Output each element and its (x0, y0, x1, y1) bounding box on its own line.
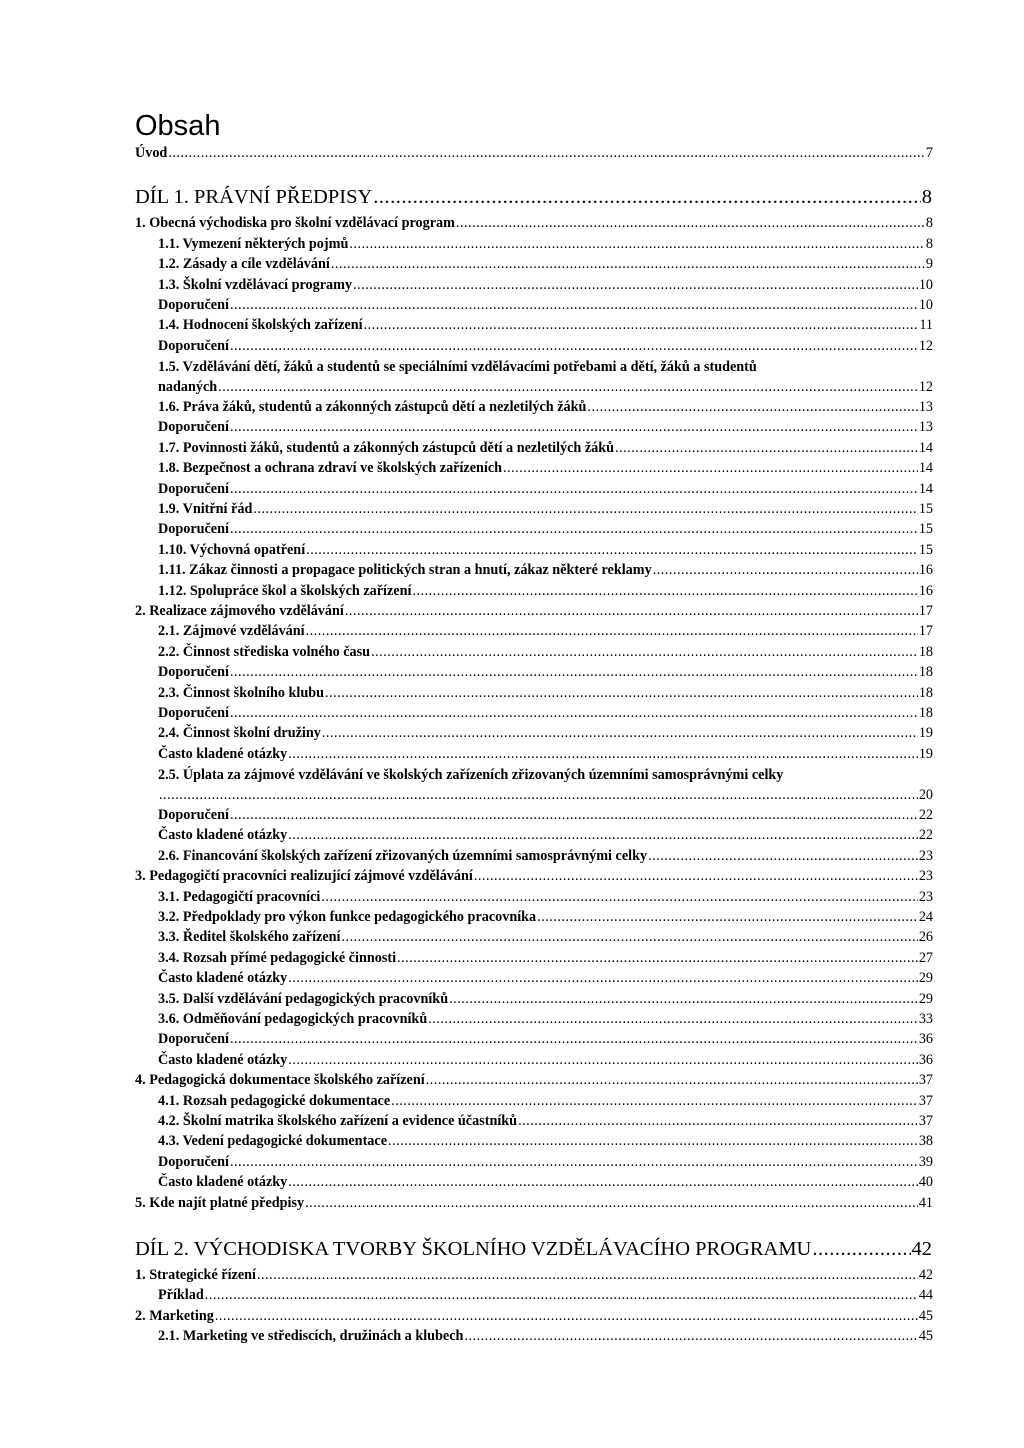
toc-entry[interactable] (0, 437, 1024, 457)
dot-leader (168, 144, 925, 162)
toc-entry-label: Často kladené otázky (158, 970, 288, 987)
toc-entry-label: 5. Kde najít platné předpisy (135, 1194, 305, 1211)
dot-leader (230, 1153, 918, 1171)
toc-entry[interactable] (0, 457, 1024, 477)
toc-entry-label: 1.6. Práva žáků, studentů a zákonných zástupců dětí a nezletilých žáků (158, 399, 587, 415)
toc-entry[interactable] (0, 1090, 1024, 1110)
dot-leader (230, 418, 918, 436)
dot-leader (812, 1236, 910, 1262)
toc-entry-label: 4.2. Školní matrika školského zařízení a evidence účastníků (158, 1113, 518, 1129)
dot-leader (230, 296, 918, 314)
toc-entry[interactable] (0, 1110, 1024, 1130)
toc-page-number: 23 (918, 868, 933, 885)
dot-leader (503, 459, 918, 477)
toc-page-number: 13 (918, 399, 933, 415)
toc-page-number: 15 (918, 521, 933, 538)
toc-entry[interactable] (0, 600, 1024, 620)
dot-leader (331, 255, 925, 273)
toc-page-number: 7 (925, 145, 933, 161)
toc-entry-label: Doporučení (158, 337, 229, 354)
toc-page-number: 8 (921, 186, 932, 209)
dot-leader (288, 969, 918, 987)
toc-entry[interactable] (0, 518, 1024, 538)
dot-leader (587, 398, 917, 416)
dot-leader (321, 888, 917, 906)
toc-entry-label: Doporučení (158, 1153, 229, 1170)
toc-entry[interactable] (0, 926, 1024, 946)
dot-leader (322, 724, 918, 742)
toc-entry-label: 3.3. Ředitel školského zařízení (158, 929, 341, 946)
dot-leader (373, 184, 920, 210)
dot-leader (518, 1112, 918, 1130)
toc-entry[interactable] (0, 1008, 1024, 1028)
toc-page-number: 20 (918, 787, 933, 804)
dot-leader (474, 867, 918, 885)
toc-page-number: 45 (918, 1328, 933, 1345)
toc-entry-label: 3.5. Další vzdělávání pedagogických pracovníků (158, 990, 449, 1007)
dot-leader (305, 1194, 918, 1212)
toc-entry-label: 2.3. Činnost školního klubu (158, 684, 324, 701)
toc-entry-label: Často kladené otázky (158, 1051, 288, 1068)
toc-entry[interactable] (0, 498, 1024, 518)
toc-entry-label: 1.4. Hodnocení školských zařízení (158, 317, 363, 334)
toc-page-number: 26 (918, 929, 933, 946)
dot-leader (537, 908, 918, 926)
dot-leader (325, 684, 918, 702)
toc-page-number: 39 (918, 1153, 933, 1170)
toc-entry[interactable] (0, 142, 1024, 162)
toc-entry[interactable] (0, 804, 1024, 824)
dot-leader (205, 1286, 918, 1304)
dot-leader (257, 1266, 918, 1284)
toc-page-number: 8 (925, 215, 933, 232)
toc-page-number: 36 (918, 1051, 933, 1068)
toc-page-number: 36 (918, 1031, 933, 1048)
toc-entry-label: 1.1. Vymezení některých pojmů (158, 235, 349, 252)
toc-entry[interactable] (0, 967, 1024, 987)
toc-entry[interactable] (0, 988, 1024, 1008)
dot-leader (230, 520, 918, 538)
toc-entry[interactable] (0, 1069, 1024, 1089)
toc-entry-label: 1.8. Bezpečnost a ochrana zdraví ve školských zařízeních (158, 460, 503, 477)
toc-page-number: 19 (918, 725, 933, 742)
toc-entry-label: 1.2. Zásady a cíle vzdělávání (158, 256, 330, 273)
dot-leader (426, 1071, 918, 1089)
toc-entry-label: 1.11. Zákaz činnosti a propagace politických stran a hnutí, zákaz některé reklamy (158, 562, 652, 579)
toc-entry[interactable] (0, 641, 1024, 661)
toc-entry-label: 4. Pedagogická dokumentace školského zařízení (135, 1072, 425, 1089)
toc-entry[interactable] (0, 824, 1024, 844)
toc-page-number: 23 (918, 847, 933, 864)
toc-entry[interactable] (158, 765, 933, 805)
toc-entry-label: 3.2. Předpoklady pro výkon funkce pedagogického pracovníka (158, 909, 537, 925)
toc-entry-label: 2.6. Financování školských zařízení zřizovaných územními samosprávnými celky (158, 847, 648, 864)
toc-entry[interactable] (0, 886, 1024, 906)
toc-page-number: 22 (918, 827, 933, 844)
toc-page-number: 33 (918, 1011, 933, 1027)
dot-leader (230, 663, 918, 681)
toc-entry[interactable] (0, 294, 1024, 314)
toc-entry-label: 1. Obecná východiska pro školní vzdělávací program (135, 215, 455, 232)
toc-entry[interactable] (0, 478, 1024, 498)
toc-entry[interactable] (0, 722, 1024, 742)
toc-entry[interactable] (0, 539, 1024, 559)
dot-leader (412, 582, 917, 600)
toc-entry[interactable] (0, 1049, 1024, 1069)
toc-part-heading[interactable] (0, 1234, 1024, 1262)
dot-leader (349, 235, 925, 253)
toc-entry[interactable] (158, 357, 933, 397)
dot-leader (456, 214, 925, 232)
toc-entry[interactable] (0, 396, 1024, 416)
toc-entry-label: 2. Marketing (135, 1307, 214, 1324)
toc-entry-label: 2.5. Úplata za zájmové vzdělávání ve školských zařízeních zřizovaných územními samosprávnými celky (158, 767, 784, 784)
toc-page-number: 38 (918, 1133, 933, 1150)
toc-entry-label: Úvod (135, 145, 168, 161)
dot-leader (230, 480, 918, 498)
toc-entry-label: Doporučení (158, 807, 229, 823)
toc-entry[interactable] (0, 274, 1024, 294)
toc-entry-label: 1.7. Povinnosti žáků, studentů a zákonných zástupců dětí a nezletilých žáků (158, 439, 615, 456)
toc-entry[interactable] (0, 559, 1024, 579)
toc-page-number: 17 (918, 603, 933, 619)
page-title: Obsah (135, 110, 221, 142)
toc-entry[interactable] (0, 1171, 1024, 1191)
toc-page-number: 18 (918, 684, 933, 701)
dot-leader (449, 990, 918, 1008)
dot-leader (230, 337, 918, 355)
toc-entry[interactable] (0, 906, 1024, 926)
toc-page-number: 41 (918, 1194, 933, 1211)
toc-entry-label: Doporučení (158, 419, 229, 436)
toc-entry[interactable] (0, 1325, 1024, 1345)
toc-entry[interactable] (0, 1284, 1024, 1304)
toc-entry[interactable] (0, 1130, 1024, 1150)
toc-entry-label: 2.1. Marketing ve střediscích, družinách a klubech (158, 1328, 464, 1345)
toc-entry-label: Často kladené otázky (158, 745, 288, 762)
toc-page-number: 29 (918, 990, 933, 1007)
toc-page-number: 15 (918, 501, 933, 517)
toc-entry[interactable] (0, 661, 1024, 681)
toc-entry[interactable] (0, 416, 1024, 436)
dot-leader (230, 704, 918, 722)
toc-entry-label: DÍL 2. VÝCHODISKA TVORBY ŠKOLNÍHO VZDĚLÁVACÍHO PROGRAMU (135, 1238, 812, 1260)
toc-entry-label: 2.1. Zájmové vzdělávání (158, 623, 305, 640)
toc-entry-label: 3.1. Pedagogičtí pracovníci (158, 888, 321, 905)
dot-leader (253, 500, 917, 518)
toc-page-number: 9 (925, 256, 933, 273)
dot-leader (364, 316, 919, 334)
toc-entry[interactable] (0, 1151, 1024, 1171)
dot-leader (391, 1092, 918, 1110)
dot-leader (464, 1327, 917, 1345)
toc-page-number: 37 (918, 1092, 933, 1109)
toc-page-number: 12 (918, 379, 933, 396)
dot-leader (653, 561, 918, 579)
toc-page-number: 18 (918, 643, 933, 660)
toc-page-number: 29 (918, 970, 933, 987)
toc-page-number: 12 (918, 337, 933, 354)
toc-entry-label: 2. Realizace zájmového vzdělávání (135, 603, 344, 619)
dot-leader (341, 928, 917, 946)
toc-entry-label: 3. Pedagogičtí pracovníci realizující zájmové vzdělávání (135, 868, 473, 885)
toc-page-number: 16 (918, 582, 933, 599)
toc-page-number: 14 (918, 439, 933, 456)
toc-entry[interactable] (0, 1192, 1024, 1212)
toc-page-number: 27 (918, 949, 933, 966)
toc-page-number: 44 (918, 1287, 933, 1304)
toc-entry-label: 1.10. Výchovná opatření (158, 541, 306, 558)
toc-page-number: 22 (918, 807, 933, 823)
dot-leader (353, 276, 918, 294)
toc-entry-label: 4.1. Rozsah pedagogické dokumentace (158, 1092, 391, 1109)
toc-entry[interactable] (0, 743, 1024, 763)
toc-entry[interactable] (0, 947, 1024, 967)
toc-entry[interactable] (0, 865, 1024, 885)
toc-page-number: 14 (918, 480, 933, 497)
toc-entry-label: 1.3. Školní vzdělávací programy (158, 276, 353, 293)
toc-page-number: 10 (918, 297, 933, 313)
toc-entry-label: 4.3. Vedení pedagogické dokumentace (158, 1133, 387, 1150)
toc-page-number: 10 (918, 276, 933, 293)
toc-entry-label: Doporučení (158, 480, 229, 497)
toc-entry-label: 3.6. Odměňování pedagogických pracovníků (158, 1011, 428, 1027)
toc-page-number: 14 (918, 460, 933, 477)
toc-page-number: 8 (925, 235, 933, 252)
toc-entry[interactable] (0, 845, 1024, 865)
toc-page-number: 18 (918, 705, 933, 721)
toc-entry-label: Doporučení (158, 297, 229, 313)
toc-entry[interactable] (0, 1264, 1024, 1284)
dot-leader (615, 439, 918, 457)
toc-page-number: 24 (918, 909, 933, 925)
dot-leader (397, 949, 918, 967)
toc-entry[interactable] (0, 620, 1024, 640)
toc-entry-label: Příklad (158, 1287, 204, 1304)
toc-entry[interactable] (0, 1305, 1024, 1325)
dot-leader (306, 622, 918, 640)
toc-page-number: 11 (919, 317, 933, 334)
toc-page-number: 45 (918, 1307, 933, 1324)
toc-entry-label: 3.4. Rozsah přímé pedagogické činnosti (158, 949, 397, 966)
toc-entry-label: 1.12. Spolupráce škol a školských zařízení (158, 582, 412, 599)
dot-leader (215, 1307, 918, 1325)
toc-page-number: 13 (918, 419, 933, 436)
dot-leader (218, 377, 918, 397)
toc-page-number: 16 (918, 562, 933, 579)
toc-entry-label-continued: nadaných (158, 379, 218, 396)
toc-entry[interactable] (0, 335, 1024, 355)
dot-leader (306, 541, 918, 559)
toc-entry-label: 2.4. Činnost školní družiny (158, 725, 321, 742)
dot-leader (345, 602, 918, 620)
toc-entry[interactable] (0, 233, 1024, 253)
toc-entry-label: Často kladené otázky (158, 827, 288, 844)
toc-entry-label: Doporučení (158, 1031, 229, 1048)
toc-entry[interactable] (0, 702, 1024, 722)
toc-entry[interactable] (0, 212, 1024, 232)
dot-leader (388, 1132, 918, 1150)
toc-entry-label: DÍL 1. PRÁVNÍ PŘEDPISY (135, 186, 373, 209)
dot-leader (371, 643, 918, 661)
toc-entry-label: Doporučení (158, 705, 229, 721)
dot-leader (230, 806, 918, 824)
toc-page-number: 40 (918, 1174, 933, 1191)
dot-leader (288, 1051, 918, 1069)
toc-entry-label: 1. Strategické řízení (135, 1267, 256, 1283)
toc-entry[interactable] (0, 314, 1024, 334)
toc-page-number: 19 (918, 745, 933, 762)
toc-page-number: 17 (918, 623, 933, 640)
toc-page-number: 42 (918, 1267, 933, 1283)
dot-leader (288, 1173, 918, 1191)
toc-entry-label: 1.9. Vnitřní řád (158, 501, 253, 517)
toc-page-number: 37 (918, 1072, 933, 1089)
toc-entry-label: 1.5. Vzdělávání dětí, žáků a studentů se speciálními vzdělávacími potřebami a dětí, žáků a studentů (158, 359, 757, 376)
dot-leader (648, 847, 918, 865)
dot-leader (428, 1010, 918, 1028)
toc-entry[interactable] (0, 580, 1024, 600)
dot-leader (288, 826, 918, 844)
toc-entry[interactable] (0, 682, 1024, 702)
toc-page-number: 42 (911, 1238, 932, 1260)
toc-entry-label: Často kladené otázky (158, 1174, 288, 1191)
toc-entry-label: 2.2. Činnost střediska volného času (158, 643, 371, 660)
toc-page-number: 37 (918, 1113, 933, 1129)
dot-leader (159, 785, 918, 805)
dot-leader (230, 1030, 918, 1048)
toc-entry[interactable] (0, 253, 1024, 273)
toc-entry-label: Doporučení (158, 664, 229, 681)
toc-entry[interactable] (0, 1028, 1024, 1048)
toc-page-number: 15 (918, 541, 933, 558)
toc-part-heading[interactable] (0, 182, 1024, 210)
toc-entry-label: Doporučení (158, 521, 229, 538)
dot-leader (288, 745, 918, 763)
toc-page-number: 18 (918, 664, 933, 681)
toc-page-number: 23 (918, 888, 933, 905)
